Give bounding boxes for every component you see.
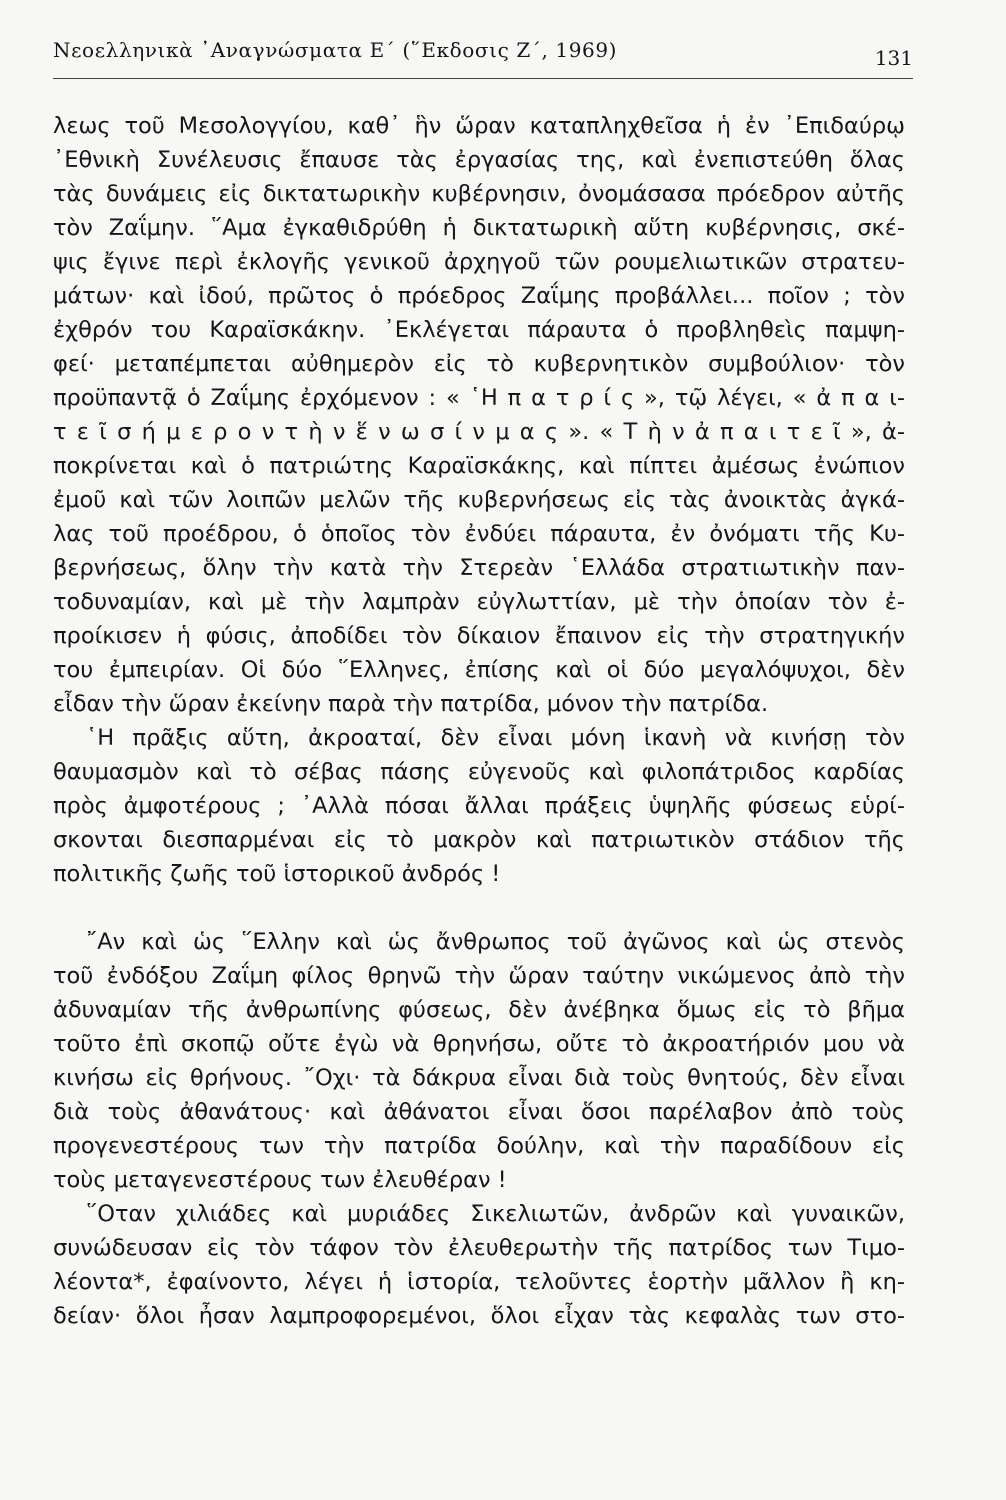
text-line: προίκισεν ἡ φύσις, ἀποδίδει τὸν δίκαιον ἔπαινον εἰς τὴν στρατηγικήν xyxy=(53,623,905,649)
text-line: συνώδευσαν εἰς τὸν τάφον τὸν ἐλευθερωτὴν τῆς πατρίδος των Τιμο- xyxy=(53,1235,905,1261)
text-line: ἐμοῦ καὶ τῶν λοιπῶν μελῶν τῆς κυβερνήσεως εἰς τὰς ἀνοικτὰς ἀγκά- xyxy=(53,487,905,513)
text-line: βερνήσεως, ὅλην τὴν κατὰ τὴν Στερεὰν ῾Ελλάδα στρατιωτικὴν παν- xyxy=(53,555,905,581)
header-rule xyxy=(53,78,913,79)
text-line: πρὸς ἀμφοτέρους ; ᾿Αλλὰ πόσαι ἄλλαι πράξεις ὑψηλῆς φύσεως εὑρί- xyxy=(53,793,905,819)
text-line: ῾Η πρᾶξις αὕτη, ἀκροαταί, δὲν εἶναι μόνη ἱκανὴ νὰ κινήσῃ τὸν xyxy=(86,725,905,751)
text-line: ῞Οταν χιλιάδες καὶ μυριάδες Σικελιωτῶν, ἀνδρῶν καὶ γυναικῶν, xyxy=(86,1201,905,1227)
text-line: ψις ἔγινε περὶ ἐκλογῆς γενικοῦ ἀρχηγοῦ τῶν ρουμελιωτικῶν στρατευ- xyxy=(53,249,905,275)
text-line: τὰς δυνάμεις εἰς δικτατωρικὴν κυβέρνησιν, ὀνομάσασα πρόεδρον αὐτῆς xyxy=(53,181,905,207)
text-line: ἀδυναμίαν τῆς ἀνθρωπίνης φύσεως, δὲν ἀνέβηκα ὅμως εἰς τὸ βῆμα xyxy=(53,997,905,1023)
text-line: σκονται διεσπαρμέναι εἰς τὸ μακρὸν καὶ πατριωτικὸν στάδιον τῆς xyxy=(53,827,905,853)
text-line: λας τοῦ προέδρου, ὁ ὁποῖος τὸν ἐνδύει πάραυτα, ἐν ὀνόματι τῆς Κυ- xyxy=(53,521,905,547)
text-line: μάτων· καὶ ἰδού, πρῶτος ὁ πρόεδρος Ζαΐμης προβάλλει... ποῖον ; τὸν xyxy=(53,283,905,309)
text-line: δείαν· ὅλοι ἦσαν λαμπροφορεμένοι, ὅλοι εἶχαν τὰς κεφαλὰς των στο- xyxy=(53,1303,905,1329)
text-line: φεί· μεταπέμπεται αὐθημερὸν εἰς τὸ κυβερνητικὸν συμβούλιον· τὸν xyxy=(53,351,905,377)
text-line: τοδυναμίαν, καὶ μὲ τὴν λαμπρὰν εὐγλωττίαν, μὲ τὴν ὁποίαν τὸν ἐ- xyxy=(53,589,905,615)
text-line: λέοντα*, ἐφαίνοντο, λέγει ἡ ἱστορία, τελοῦντες ἑορτὴν μᾶλλον ἢ κη- xyxy=(53,1269,905,1295)
text-line: τοὺς μεταγενεστέρους των ἐλευθέραν ! xyxy=(53,1167,507,1193)
page-number: 131 xyxy=(874,46,913,70)
text-line: θαυμασμὸν καὶ τὸ σέβας πάσης εὐγενοῦς καὶ φιλοπάτριδος καρδίας xyxy=(53,759,905,785)
text-line: τοῦτο ἐπὶ σκοπῷ οὔτε ἐγὼ νὰ θρηνήσω, οὔτε τὸ ἀκροατήριόν μου νὰ xyxy=(53,1031,905,1057)
text-line: του ἐμπειρίαν. Οἱ δύο ῞Ελληνες, ἐπίσης καὶ οἱ δύο μεγαλόψυχοι, δὲν xyxy=(53,657,905,683)
text-line: διὰ τοὺς ἀθανάτους· καὶ ἀθάνατοι εἶναι ὅσοι παρέλαβον ἀπὸ τοὺς xyxy=(53,1099,905,1125)
text-line: πολιτικῆς ζωῆς τοῦ ἱστορικοῦ ἀνδρός ! xyxy=(53,861,501,887)
paragraph xyxy=(53,109,905,721)
text-line: προϋπαντᾷ ὁ Ζαΐμης ἐρχόμενον : « ῾Η π α τ ρ ί ς », τῷ λέγει, « ἀ π α ι- xyxy=(53,385,905,411)
text-line: εἶδαν τὴν ὥραν ἐκείνην παρὰ τὴν πατρίδα, μόνον τὴν πατρίδα. xyxy=(53,691,769,717)
text-line: λεως τοῦ Μεσολογγίου, καθ᾿ ἣν ὥραν καταπληχθεῖσα ἡ ἐν ᾿Επιδαύρῳ xyxy=(53,113,905,139)
paragraph xyxy=(53,925,905,1197)
text-line: ῎Αν καὶ ὡς ῞Ελλην καὶ ὡς ἄνθρωπος τοῦ ἀγῶνος καὶ ὡς στενὸς xyxy=(86,929,905,955)
text-line: τ ε ῖ σ ή μ ε ρ ο ν τ ὴ ν ἕ ν ω σ ί ν μ α ς ». « Τ ὴ ν ἀ π α ι τ ε ῖ », ἀ- xyxy=(53,419,905,445)
text-line: ποκρίνεται καὶ ὁ πατριώτης Καραϊσκάκης, καὶ πίπτει ἀμέσως ἐνώπιον xyxy=(53,453,905,479)
text-line: ᾿Εθνικὴ Συνέλευσις ἔπαυσε τὰς ἐργασίας της, καὶ ἐνεπιστεύθη ὅλας xyxy=(53,147,905,173)
page-body xyxy=(53,109,905,1333)
paragraph xyxy=(53,1197,905,1333)
text-line: τὸν Ζαΐμην. ῞Αμα ἐγκαθιδρύθη ἡ δικτατωρικὴ αὕτη κυβέρνησις, σκέ- xyxy=(53,215,905,241)
text-line: ἐχθρόν του Καραϊσκάκην. ᾿Εκλέγεται πάραυτα ὁ προβληθεὶς παμψη- xyxy=(53,317,905,343)
text-line: κινήσω εἰς θρήνους. ῎Οχι· τὰ δάκρυα εἶναι διὰ τοὺς θνητούς, δὲν εἶναι xyxy=(53,1065,905,1091)
paragraph xyxy=(53,721,905,891)
text-line: προγενεστέρους των τὴν πατρίδα δούλην, καὶ τὴν παραδίδουν εἰς xyxy=(53,1133,905,1159)
paragraph-gap xyxy=(53,891,905,925)
text-line: τοῦ ἐνδόξου Ζαΐμη φίλος θρηνῶ τὴν ὥραν ταύτην νικώμενος ἀπὸ τὴν xyxy=(53,963,905,989)
running-header xyxy=(53,38,913,78)
running-header-title: Νεοελληνικὰ ᾿Αναγνώσματα Ε΄ (῞Εκδοσις Ζ΄, 1969) xyxy=(53,38,618,62)
